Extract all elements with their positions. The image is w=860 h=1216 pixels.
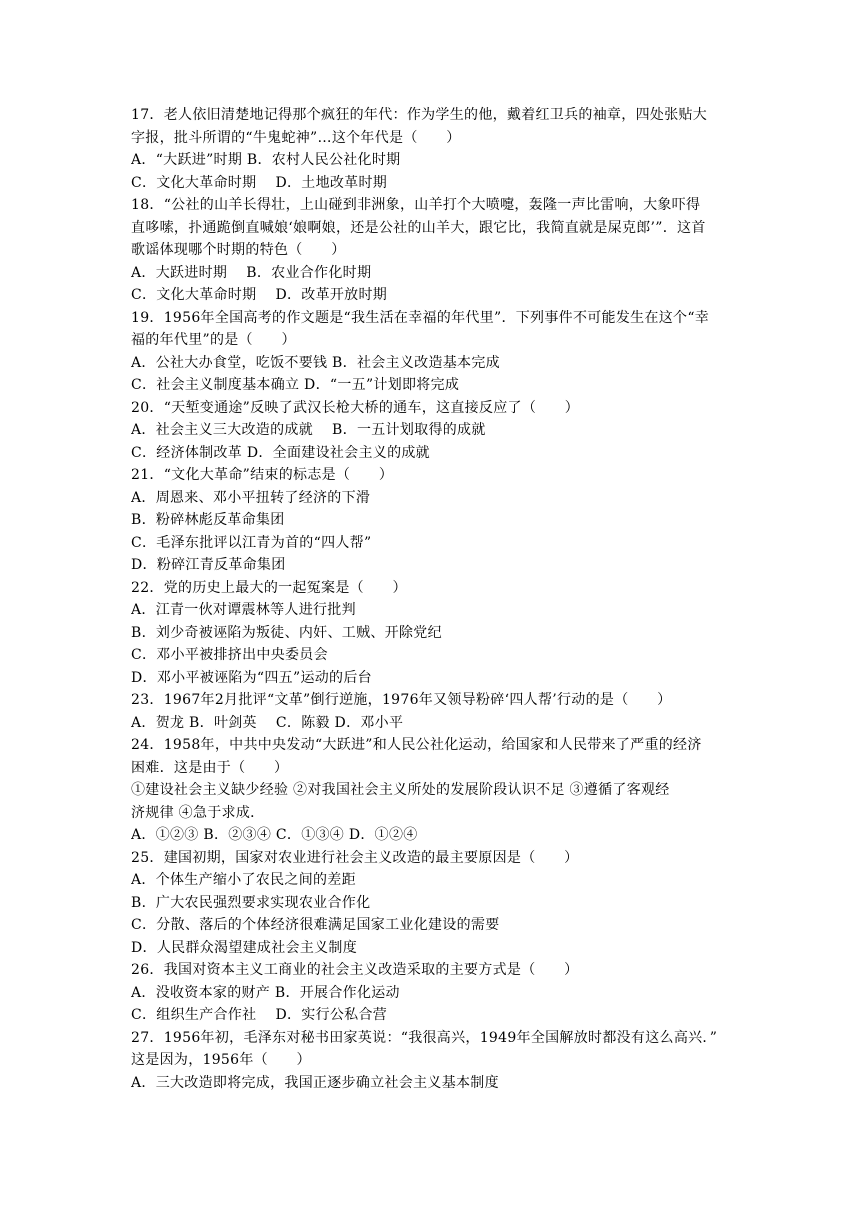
text-line: 福的年代里”的是（ ）: [131, 332, 296, 348]
text-line: ①建设社会主义缺少经验 ②对我国社会主义所处的发展阶段认识不足 ③遵循了客观经: [131, 782, 670, 798]
text-line: 27．1956年初，毛泽东对秘书田家英说：“我很高兴，1949年全国解放时都没有这么高兴．”: [131, 1029, 718, 1046]
text-line: 25．建国初期，国家对农业进行社会主义改造的最主要原因是（ ）: [131, 849, 579, 866]
text-line: 26．我国对资本主义工商业的社会主义改造采取的主要方式是（ ）: [131, 962, 579, 978]
text-line: D．邓小平被诬陷为“四五”运动的后台: [131, 669, 372, 686]
text-line: A．社会主义三大改造的成就 B．一五计划取得的成就: [131, 422, 486, 438]
text-line: 济规律 ④急于求成．: [131, 804, 265, 821]
text-line: D．粉碎江青反革命集团: [131, 557, 286, 573]
text-line: C．经济体制改革 D．全面建设社会主义的成就: [131, 444, 430, 461]
text-line: 直哆嗦，扑通跪倒直喊娘‘娘啊娘，还是公社的山羊大，跟它比，我简直就是屎克郎’”．这首: [131, 219, 706, 236]
text-line: C．社会主义制度基本确立 D．“一五”计划即将完成: [131, 377, 460, 393]
text-line: 19．1956年全国高考的作文题是“我生活在幸福的年代里”．下列事件不可能发生在这个“幸: [131, 309, 710, 326]
text-line: B．粉碎林彪反革命集团: [131, 512, 285, 528]
text-line: C．毛泽东批评以江青为首的“四人帮”: [131, 534, 372, 551]
text-line: 23．1967年2月批评“文革”倒行逆施，1976年又领导粉碎‘四人帮’行动的是（ ）: [131, 692, 672, 708]
text-line: A．“大跃进”时期 B．农村人民公社化时期: [131, 152, 401, 168]
text-line: 字报，批斗所谓的“牛鬼蛇神”…这个年代是（ ）: [131, 129, 461, 146]
text-line: A．大跃进时期 B．农业合作化时期: [131, 264, 372, 281]
text-line: A．没收资本家的财产 B．开展合作化运动: [131, 984, 400, 1001]
text-line: 17．老人依旧清楚地记得那个疯狂的年代：作为学生的他，戴着红卫兵的袖章，四处张贴大: [131, 107, 708, 123]
text-line: 20．“天堑变通途”反映了武汉长枪大桥的通车，这直接反应了（ ）: [131, 399, 580, 416]
text-line: C．组织生产合作社 D．实行公私合营: [131, 1007, 388, 1023]
text-line: A．周恩来、邓小平扭转了经济的下滑: [131, 489, 371, 506]
text-line: A．公社大办食堂，吃饭不要钱 B．社会主义改造基本完成: [131, 354, 500, 371]
text-line: C．邓小平被排挤出中央委员会: [131, 647, 328, 663]
text-line: 22．党的历史上最大的一起冤案是（ ）: [131, 579, 407, 596]
text-line: 这是因为，1956年（ ）: [131, 1052, 311, 1068]
text-line: 歌谣体现哪个时期的特色（ ）: [131, 242, 346, 258]
text-line: A．三大改造即将完成，我国正逐步确立社会主义基本制度: [131, 1074, 499, 1091]
text-line: 困难．这是由于（ ）: [131, 759, 289, 776]
text-line: D．人民群众渴望建成社会主义制度: [131, 939, 358, 956]
text-line: 24．1958年，中共中央发动“大跃进”和人民公社化运动，给国家和人民带来了严重的经济: [131, 737, 702, 753]
text-line: A．江青一伙对谭震林等人进行批判: [131, 602, 356, 618]
text-line: B．广大农民强烈要求实现农业合作化: [131, 894, 371, 911]
text-line: C．分散、落后的个体经济很难满足国家工业化建设的需要: [131, 917, 500, 933]
text-line: B．刘少奇被诬陷为叛徒、内奸、工贼、开除党纪: [131, 624, 442, 641]
text-line: A．①②③ B．②③④ C．①③④ D．①②④: [131, 827, 418, 843]
text-line: A．个体生产缩小了农民之间的差距: [131, 872, 356, 888]
text-line: C．文化大革命时期 D．土地改革时期: [131, 174, 388, 191]
text-line: 18．“公社的山羊长得壮，上山碰到非洲象，山羊打个大喷嚏，轰隆一声比雷响，大象吓得: [131, 197, 701, 213]
text-line: C．文化大革命时期 D．改革开放时期: [131, 287, 388, 303]
text-line: 21．“文化大革命”结束的标志是（ ）: [131, 467, 394, 483]
text-line: A．贺龙 B．叶剑英 C．陈毅 D．邓小平: [131, 714, 404, 731]
